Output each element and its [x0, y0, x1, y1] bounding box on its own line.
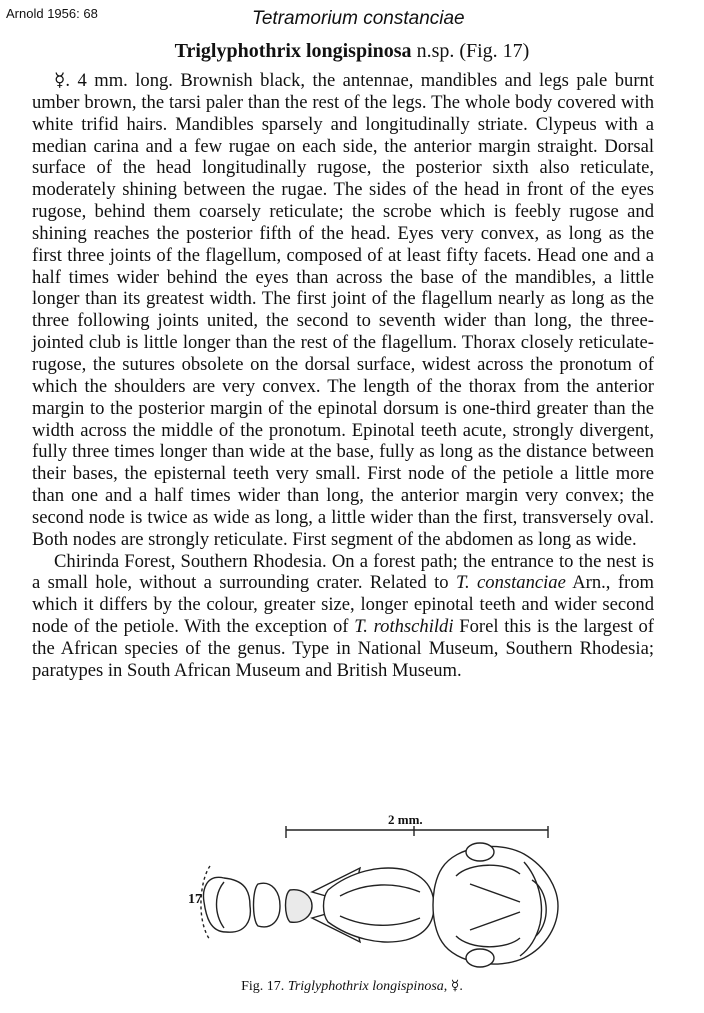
figure-number: 17: [188, 892, 202, 907]
species-heading: [0, 40, 704, 63]
locality-text-a: Chirinda Forest, Southern Rhodesia. On a forest path; the entrance to the nest is a small hole, without a surrounding crater. Related to: [32, 550, 654, 594]
description-paragraph: ☿. 4 mm. long. Brownish black, the antennae, mandibles and legs pale burnt umber brown, the tarsi paler than the rest of the legs. The whole body covered with white trifid hairs. Mandibles sparsely and longitudinally striate. Clypeus with a median carina and a few rugae on each side, the anterior margin straight. Dorsal surface of the head longitudinally rugose, the posterior sixth also reticulate, moderately shining between the rugae. The sides of the head in front of the eyes rugose, behind them coarsely reticulate; the scrobe which is feebly rugose and shining reaches the posterior fifth of the head. Eyes very convex, as long as the first three joints of the flagellum, composed of at least fifty facets. Head one and a half times wider behind the eyes than across the base of the mandibles, a little longer than its greatest width. The first joint of the flagellum nearly as long as the three following joints united, the second to seventh wider than long, the three-jointed club is little longer than the rest of the flagellum. Thorax closely reticulate-rugose, the sutures obsolete on the dorsal surface, widest across the pronotum of which the shoulders are very convex. The length of the thorax from the anterior margin to the posterior margin of the epinotal dorsum is one-third greater than the width across the middle of the pronotum. Epinotal teeth acute, strongly divergent, fully three times longer than wide at the base, fully as long as the distance between their bases, the episternal teeth very small. First node of the petiole a little more than one and a half times wider than long, the anterior margin very convex; the second node is twice as wide as long, a little wider than the first, transversely oval. Both nodes are strongly reticulate. First segment of the abdomen as long as wide.: [32, 70, 654, 550]
source-citation: Arnold 1956: 68: [6, 6, 98, 21]
description-text: [32, 70, 654, 682]
ant-figure: [180, 810, 580, 970]
running-head: Tetramorium constanciae: [252, 8, 465, 29]
scale-bar: [286, 826, 548, 838]
species-heading-suffix: n.sp. (Fig. 17): [411, 40, 530, 62]
thorax-outline: [312, 868, 434, 942]
caption-prefix: Fig. 17.: [241, 979, 288, 994]
locality-text-b: Arn., from which it differs by the colour, greater size, longer epinotal teeth and wider second node of the petiole. With the exception of: [32, 572, 654, 638]
scale-bar-label: 2 mm.: [388, 812, 423, 827]
caption-suffix: , ☿.: [443, 979, 463, 994]
petiole-nodes: [254, 883, 313, 927]
related-species-1: T. constanciae: [456, 572, 566, 594]
caption-species: Triglyphothrix longispinosa: [287, 979, 444, 994]
species-name: Triglyphothrix longispinosa: [174, 40, 412, 62]
ant-illustration: [180, 810, 580, 970]
locality-paragraph: [32, 551, 654, 682]
related-species-2: T. rothschildi: [354, 616, 454, 638]
figure-caption: [0, 978, 704, 995]
locality-text-c: Forel this is the largest of the African species of the genus. Type in National Museum, Southern Rhodesia; paratypes in South African Museum and British Museum.: [32, 616, 654, 681]
head-outline: [433, 843, 558, 967]
gaster-outline: [201, 866, 250, 940]
